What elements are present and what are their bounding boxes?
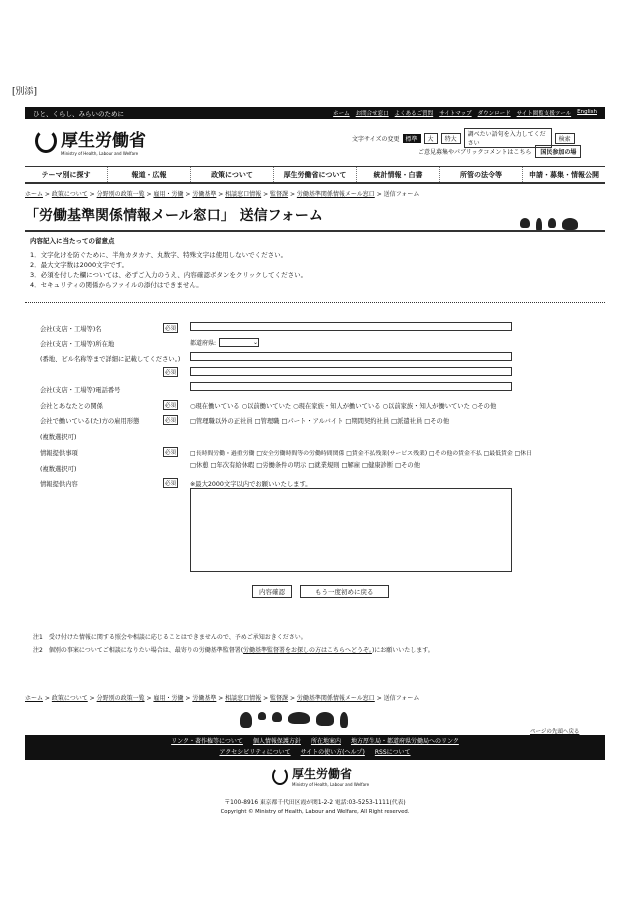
info-checkbox[interactable]: 休日 bbox=[520, 451, 532, 457]
required-badge: 必須 bbox=[163, 478, 178, 488]
relation-radio[interactable]: 現在働いている bbox=[195, 403, 240, 410]
address-note: (番地、ビル名称等まで詳細に記載してください。) bbox=[40, 356, 181, 363]
nav-about[interactable]: 厚生労働省について bbox=[274, 167, 357, 182]
top-bar bbox=[25, 107, 605, 119]
employment-checkbox[interactable]: 派遣社員 bbox=[397, 418, 423, 425]
info-checkbox[interactable]: 最低賃金 bbox=[489, 451, 513, 457]
confirm-button[interactable]: 内容確認 bbox=[252, 585, 292, 598]
required-badge: 必須 bbox=[163, 400, 178, 410]
footnote-2-end: )にお願いいたします。 bbox=[371, 647, 434, 654]
relation-label: 会社とあなたとの関係 bbox=[40, 403, 103, 410]
participation-button[interactable]: 国民参加の場 bbox=[535, 145, 581, 158]
top-link-sitemap[interactable]: サイトマップ bbox=[439, 111, 472, 117]
divider bbox=[25, 230, 605, 232]
ministry-logo[interactable] bbox=[35, 126, 146, 156]
logo-icon bbox=[272, 767, 288, 785]
multi-select-note: (複数選択可) bbox=[40, 434, 77, 441]
info-checkbox[interactable]: 休憩 bbox=[195, 462, 209, 469]
footer-link[interactable]: 所在地案内 bbox=[310, 738, 341, 745]
logo-text: 厚生労働省 bbox=[292, 767, 353, 781]
tagline: ひと、くらし、みらいのために bbox=[33, 109, 124, 118]
company-name-input[interactable] bbox=[190, 322, 512, 331]
address-input-2[interactable] bbox=[190, 367, 512, 376]
content-label: 情報提供内容 bbox=[40, 481, 78, 488]
footer-logo bbox=[272, 765, 369, 787]
info-checkbox[interactable]: その他 bbox=[401, 462, 420, 469]
top-link-download[interactable]: ダウンロード bbox=[477, 111, 511, 117]
employment-checkbox[interactable]: 管理職以外の正社員 bbox=[195, 418, 253, 425]
breadcrumb-link[interactable]: 監督課 bbox=[270, 695, 289, 702]
labor-office-link[interactable]: 労働基準監督署をお探しの方はこちらへどうぞ。 bbox=[243, 647, 372, 654]
address-input-1[interactable] bbox=[190, 352, 512, 361]
logo-text: 厚生労働省 bbox=[61, 131, 146, 151]
relation-radio[interactable]: 以前家族・知人が働いていた bbox=[388, 403, 470, 410]
footer-copyright: Copyright © Ministry of Health, Labour and Welfare, All Right reserved. bbox=[220, 809, 410, 815]
breadcrumb-link[interactable]: 雇用・労働 bbox=[153, 695, 184, 702]
footer-link[interactable]: 個人情報保護方針 bbox=[252, 738, 301, 745]
logo-subtext: Ministry of Health, Labour and Welfare bbox=[61, 151, 139, 156]
breadcrumb-current: 送信フォーム bbox=[383, 695, 420, 702]
nav-laws[interactable]: 所管の法令等 bbox=[440, 167, 523, 182]
employment-checkbox[interactable]: 期間契約社員 bbox=[351, 418, 390, 425]
company-phone-label: 会社(支店・工場等)電話番号 bbox=[40, 387, 121, 394]
footer-link[interactable]: 地方厚生局・都道府県労働局へのリンク bbox=[350, 738, 459, 745]
breadcrumb-link[interactable]: 労働基準関係情報メール窓口 bbox=[296, 695, 375, 702]
info-checkbox[interactable]: 健康診断 bbox=[367, 462, 394, 469]
footer-link[interactable]: リンク・著作権等について bbox=[171, 738, 243, 745]
nav-application[interactable]: 申請・募集・情報公開 bbox=[529, 171, 599, 179]
nav-press[interactable]: 報道・広報 bbox=[108, 167, 191, 182]
footer-breadcrumb: ホーム > 政策について > 分野別の政策一覧 > 雇用・労働 > 労働基準 > 相談窓口情報 > 監督課 > 労働基準関係情報メール窓口 > 送信フォーム bbox=[25, 695, 420, 702]
info-checkbox[interactable]: 長時間労働・過重労働 bbox=[195, 451, 255, 457]
footer-illustration-icon bbox=[240, 712, 348, 728]
info-checkbox[interactable]: 就業規則 bbox=[314, 462, 340, 469]
logo-subtext: Ministry of Health, Labour and Welfare bbox=[292, 782, 370, 787]
footer-link[interactable]: サイトの使い方(ヘルプ) bbox=[300, 749, 365, 756]
breadcrumb-current: 送信フォーム bbox=[383, 191, 420, 198]
breadcrumb-link[interactable]: 労働基準 bbox=[192, 695, 217, 702]
font-size-standard[interactable]: 標準 bbox=[403, 134, 421, 143]
info-checkbox[interactable]: 安全労働時間等の労働時間関係 bbox=[261, 451, 345, 457]
font-size-label: 文字サイズの変更 bbox=[352, 135, 400, 143]
required-badge: 必須 bbox=[163, 367, 178, 377]
breadcrumb-link[interactable]: ホーム bbox=[25, 695, 44, 702]
breadcrumb-link[interactable]: 相談窓口情報 bbox=[225, 695, 262, 702]
nav-theme[interactable]: テーマ別に探す bbox=[25, 167, 108, 182]
info-checkbox[interactable]: 年次有給休暇 bbox=[216, 462, 255, 469]
relation-radio[interactable]: その他 bbox=[477, 403, 497, 410]
info-checkboxes-1: □長時間労働・過重労働 □安全労働時間等の労働時間関係 □賃金不払残業(サービス残業) □その他の賃金不払 □最低賃金 □休日 bbox=[190, 451, 532, 457]
employment-checkbox[interactable]: 管理職 bbox=[260, 418, 280, 425]
info-items-label: 情報提供事項 bbox=[40, 450, 78, 457]
required-badge: 必須 bbox=[163, 323, 178, 333]
breadcrumb-link[interactable]: 政策について bbox=[51, 695, 88, 702]
nav-statistics[interactable]: 統計情報・白書 bbox=[357, 167, 440, 182]
breadcrumb-link[interactable]: 雇用・労働 bbox=[153, 191, 184, 198]
breadcrumb: ホーム > 政策について > 分野別の政策一覧 > 雇用・労働 > 労働基準 > 相談窓口情報 > 監督課 > 労働基準関係情報メール窓口 > 送信フォーム bbox=[25, 191, 420, 198]
page-title: 「労働基準関係情報メール窓口」 送信フォーム bbox=[25, 208, 323, 224]
info-checkboxes-2: □休憩 □年次有給休暇 □労働条件の明示 □就業規則 □解雇 □健康診断 □その他 bbox=[190, 462, 420, 469]
search-input[interactable]: 調べたい語句を入力してください bbox=[464, 128, 552, 148]
breadcrumb-link[interactable]: 相談窓口情報 bbox=[225, 191, 262, 198]
company-address-label: 会社(支店・工場等)所在地 bbox=[40, 341, 115, 348]
main-nav bbox=[25, 166, 605, 184]
info-checkbox[interactable]: 労働条件の明示 bbox=[262, 462, 307, 469]
notice-item: 1．文字化けを防ぐために、半角カタカナ、丸数字、特殊文字は使用しないでください。 bbox=[30, 251, 288, 259]
reset-button[interactable]: もう一度初めに戻る bbox=[300, 585, 389, 598]
info-checkbox[interactable]: 賃金不払残業(サービス残業) bbox=[351, 451, 428, 457]
notice-heading: 内容記入に当たっての留意点 bbox=[30, 237, 115, 245]
footer-link[interactable]: RSSについて bbox=[374, 749, 411, 756]
top-link-home[interactable]: ホーム bbox=[333, 111, 350, 117]
notice-item: 2．最大文字数は2000文字です。 bbox=[30, 261, 129, 269]
info-checkbox[interactable]: 解雇 bbox=[347, 462, 360, 469]
footnote-2: 注2 個別の事案についてご相談になりたい場合は、最寄りの労働基準監督署( bbox=[33, 647, 244, 654]
divider bbox=[25, 302, 605, 303]
comment-text: ご意見募集やパブリックコメントはこちら bbox=[418, 149, 532, 156]
nav-policy[interactable]: 政策について bbox=[191, 167, 274, 182]
top-link-english[interactable]: English bbox=[577, 109, 597, 115]
font-size-large[interactable]: 大 bbox=[424, 133, 438, 144]
content-textarea[interactable] bbox=[190, 488, 512, 572]
logo-icon bbox=[35, 129, 57, 153]
employment-checkbox[interactable]: パート・アルバイト bbox=[287, 418, 344, 425]
breadcrumb-link[interactable]: 労働基準 bbox=[192, 191, 217, 198]
top-link-contact[interactable]: お問合せ窓口 bbox=[355, 111, 389, 117]
page-top-link[interactable]: ページの先頭へ戻る bbox=[530, 729, 580, 735]
footer-address: 〒100-8916 東京都千代田区霞が関1-2-2 電話:03-5253-1111(代表) bbox=[224, 800, 406, 806]
relation-radio[interactable]: 以前働いていた bbox=[247, 403, 292, 410]
breadcrumb-link[interactable]: 政策について bbox=[51, 191, 88, 198]
font-size-xlarge[interactable]: 特大 bbox=[441, 133, 461, 144]
notice-item: 4．セキュリティの関係からファイルの添付はできません。 bbox=[30, 281, 203, 289]
search-button[interactable]: 検索 bbox=[555, 133, 575, 144]
breadcrumb-link[interactable]: ホーム bbox=[25, 191, 44, 198]
notice-section bbox=[30, 236, 307, 290]
top-link-faq[interactable]: よくあるご質問 bbox=[394, 111, 434, 117]
company-name-label: 会社(支店・工場等)名 bbox=[40, 326, 102, 333]
employment-checkboxes: □管理職以外の正社員 □管理職 □パート・アルバイト □期間契約社員 □派遣社員 □その他 bbox=[190, 418, 450, 425]
footer-links-bar bbox=[25, 735, 605, 760]
top-link-tools[interactable]: サイト閲覧支援ツール bbox=[516, 111, 572, 117]
info-checkbox[interactable]: その他の賃金不払 bbox=[434, 451, 482, 457]
required-badge: 必須 bbox=[163, 415, 178, 425]
employment-checkbox[interactable]: その他 bbox=[430, 418, 450, 425]
breadcrumb-link[interactable]: 分野別の政策一覧 bbox=[96, 191, 145, 198]
company-phone-input[interactable] bbox=[190, 382, 512, 391]
footnote-1: 注1 受け付けた情報に関する照会や相談に応じることはできませんので、予めご承知おきください。 bbox=[33, 634, 307, 641]
prefecture-label: 都道府県: bbox=[190, 340, 217, 347]
footnotes bbox=[33, 631, 434, 657]
relation-radios: ○現在働いている ○以前働いていた ○現在家族・知人が働いている ○以前家族・知人が働いていた ○その他 bbox=[190, 403, 497, 410]
breadcrumb-link[interactable]: 分野別の政策一覧 bbox=[96, 695, 145, 702]
prefecture-select[interactable]: ⌄ bbox=[219, 338, 259, 347]
content-note: ※最大2000文字以内でお願いいたします。 bbox=[190, 481, 312, 488]
multi-select-note: (複数選択可) bbox=[40, 466, 77, 473]
breadcrumb-link[interactable]: 監督課 bbox=[270, 191, 289, 198]
notice-item: 3．必須を付した欄については、必ずご入力のうえ、内容確認ボタンをクリックしてください。 bbox=[30, 271, 308, 279]
breadcrumb-link[interactable]: 労働基準関係情報メール窓口 bbox=[296, 191, 375, 198]
relation-radio[interactable]: 現在家族・知人が働いている bbox=[298, 403, 381, 410]
footer-link[interactable]: アクセシビリティについて bbox=[219, 749, 291, 756]
attachment-label: [別添] bbox=[12, 87, 38, 97]
employment-label: 会社で働いている(た)方の雇用形態 bbox=[40, 418, 140, 425]
required-badge: 必須 bbox=[163, 447, 178, 457]
